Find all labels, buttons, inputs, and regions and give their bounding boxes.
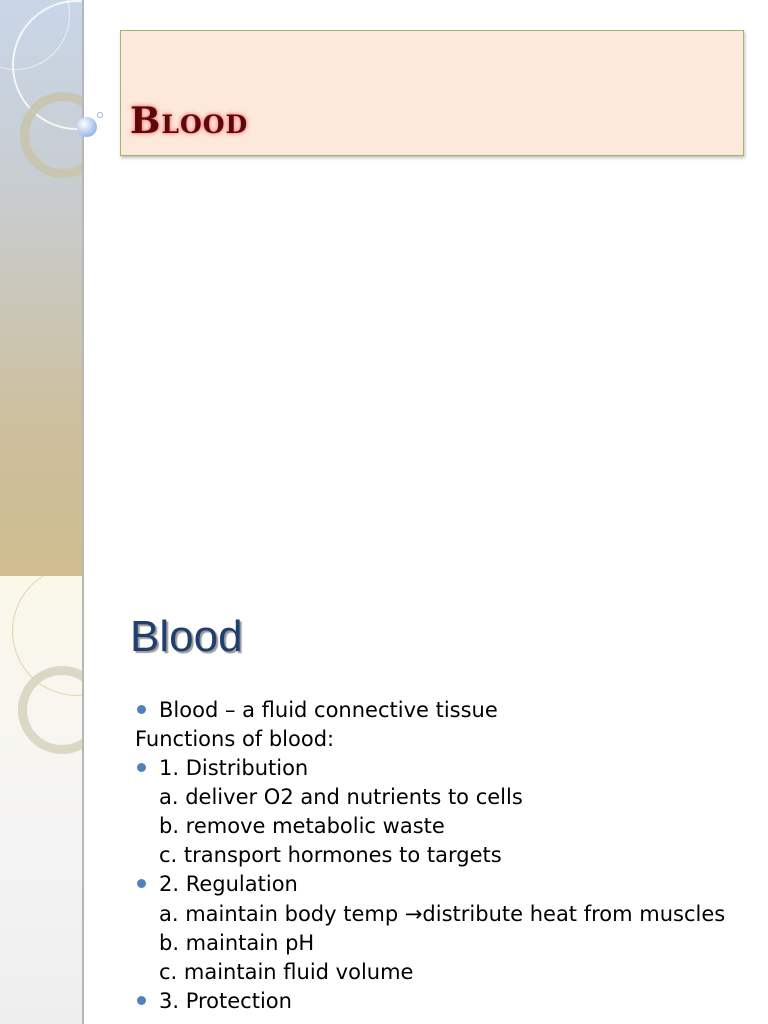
slide1-title: Blood — [130, 100, 249, 142]
list-item: c. maintain fluid volume — [159, 960, 414, 984]
list-item: b. remove metabolic waste — [159, 814, 445, 838]
list-item: a. deliver O2 and nutrients to cells — [159, 785, 523, 809]
decorative-ring — [18, 666, 84, 754]
list-item: a. maintain body temp →distribute heat from muscles — [159, 902, 726, 926]
list-item: 1. Distribution — [135, 754, 735, 783]
list-item: c. transport hormones to targets — [159, 843, 502, 867]
slide2-body — [135, 696, 735, 1016]
slide1-side-decoration — [0, 0, 84, 576]
list-item: 3. Protection — [135, 987, 735, 1016]
list-item: Blood – a fluid connective tissue — [135, 696, 735, 725]
list-item: 2. Regulation — [135, 870, 735, 899]
decorative-bubble-small — [97, 112, 103, 118]
list-item: Functions of blood: — [135, 727, 335, 751]
list-item: b. maintain pH — [159, 931, 315, 955]
slide2-title: Blood — [130, 612, 243, 661]
slide2-side-decoration — [0, 576, 84, 1024]
decorative-bubble — [77, 117, 97, 137]
